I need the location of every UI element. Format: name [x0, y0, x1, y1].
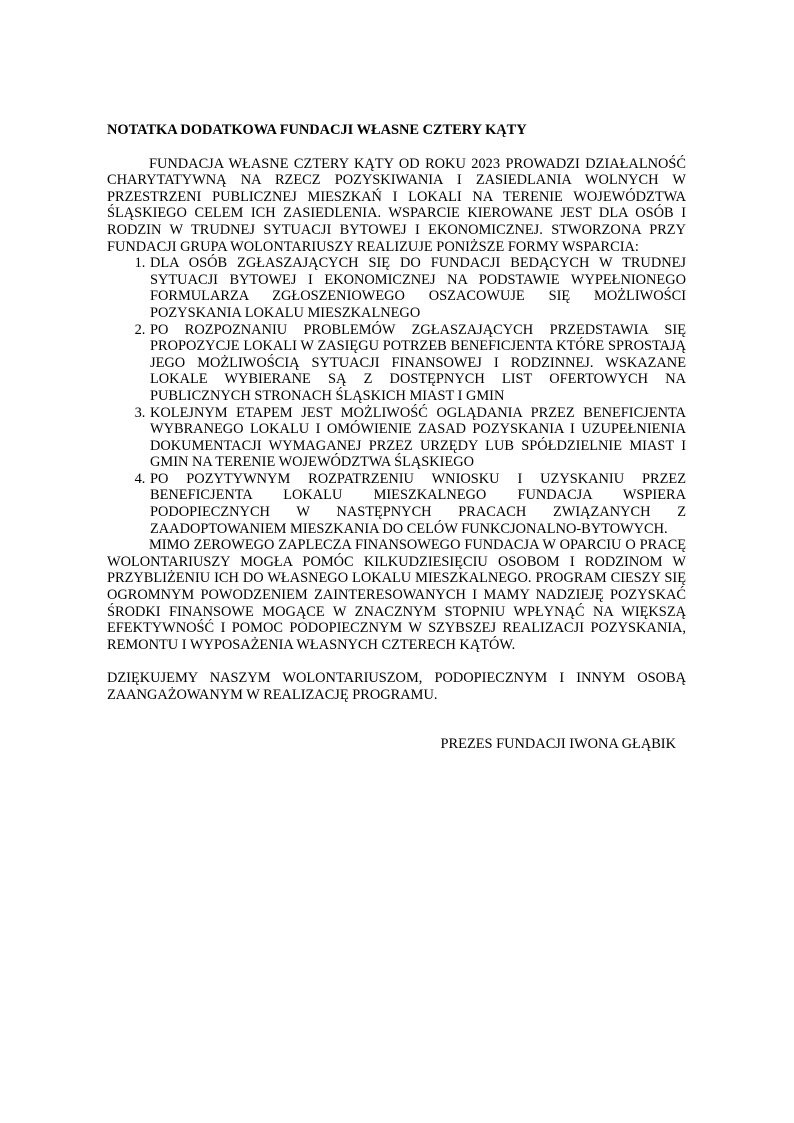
signature: PREZES FUNDACJI IWONA GŁĄBIK: [440, 736, 676, 753]
summary-paragraph: MIMO ZEROWEGO ZAPLECZA FINANSOWEGO FUNDACJA W OPARCIU O PRACĘ WOLONTARIUSZY MOGŁA POMÓC KILKUDZIESIĘCIU OSOBOM I RODZINOM W PRZYBLIŻENIU ICH DO WŁASNEGO LOKALU MIESZKALNEGO. PROGRAM CIESZY SIĘ OGROMNYM POWODZENIEM ZAINTERESOWANYCH I MAMY NADZIEJĘ POZYSKAĆ ŚRODKI FINANSOWE MOGĄCE W ZNACZNYM STOPNIU WPŁYNĄĆ NA WIĘKSZĄ EFEKTYWNOŚĆ I POMOC PODOPIECZNYM W SZYBSZEJ REALIZACJI POZYSKANIA, REMONTU I WYPOSAŻENIA WŁASNYCH CZTERECH KĄTÓW.: [107, 537, 686, 653]
document-title: NOTATKA DODATKOWA FUNDACJI WŁASNE CZTERY KĄTY: [107, 122, 527, 138]
list-item: 3. KOLEJNYM ETAPEM JEST MOŻLIWOŚĆ OGLĄDANIA PRZEZ BENEFICJENTA WYBRANEGO LOKALU I OMÓWIENIE ZASAD POZYSKANIA I UZUPEŁNIENIA DOKUMENTACJI WYMAGANEJ PRZEZ URZĘDY LUB SPÓŁDZIELNIE MIAST I GMIN NA TERENIE WOJEWÓDZTWA ŚLĄSKIEGO: [149, 405, 686, 471]
support-forms-list: [107, 255, 686, 537]
document-page: [107, 122, 686, 753]
intro-paragraph: FUNDACJA WŁASNE CZTERY KĄTY OD ROKU 2023 PROWADZI DZIAŁALNOŚĆ CHARYTATYWNĄ NA RZECZ POZYSKIWANIA I ZASIEDLANIA WOLNYCH W PRZESTRZENI PUBLICZNEJ MIESZKAŃ I LOKALI NA TERENIE WOJEWÓDZTWA ŚLĄSKIEGO CELEM ICH ZASIEDLENIA. WSPARCIE KIEROWANE JEST DLA OSÓB I RODZIN W TRUDNEJ SYTUACJI BYTOWEJ I EKONOMICZNEJ. STWORZONA PRZY FUNDACJI GRUPA WOLONTARIUSZY REALIZUJE PONIŻSZE FORMY WSPARCIA:: [107, 155, 686, 255]
list-item: 1. DLA OSÓB ZGŁASZAJĄCYCH SIĘ DO FUNDACJI BEDĄCYCH W TRUDNEJ SYTUACJI BYTOWEJ I EKONOMICZNEJ NA PODSTAWIE WYPEŁNIONEGO FORMULARZA ZGŁOSZENIOWEGO OSZACOWUJE SIĘ MOŻLIWOŚCI POZYSKANIA LOKALU MIESZKALNEGO: [149, 255, 686, 321]
spacer: [107, 653, 686, 670]
thanks-paragraph: DZIĘKUJEMY NASZYM WOLONTARIUSZOM, PODOPIECZNYM I INNYM OSOBĄ ZAANGAŻOWANYM W REALIZACJĘ PROGRAMU.: [107, 670, 686, 703]
list-item: 4. PO POZYTYWNYM ROZPATRZENIU WNIOSKU I UZYSKANIU PRZEZ BENEFICJENTA LOKALU MIESZKALNEGO FUNDACJA WSPIERA PODOPIECZNYCH W NASTĘPNYCH PRACACH ZWIĄZANYCH Z ZAADOPTOWANIEM MIESZKANIA DO CELÓW FUNKCJONALNO-BYTOWYCH.: [149, 471, 686, 537]
list-item: 2. PO ROZPOZNANIU PROBLEMÓW ZGŁASZAJĄCYCH PRZEDSTAWIA SIĘ PROPOZYCJE LOKALI W ZASIĘGU POTRZEB BENEFICJENTA KTÓRE SPROSTAJĄ JEGO MOŻLIWOŚCIĄ SYTUACJI FINANSOWEJ I RODZINNEJ. WSKAZANE LOKALE WYBIERANE SĄ Z DOSTĘPNYCH LIST OFERTOWYCH NA PUBLICZNYCH STRONACH ŚLĄSKICH MIAST I GMIN: [149, 322, 686, 405]
spacer: [107, 703, 686, 736]
